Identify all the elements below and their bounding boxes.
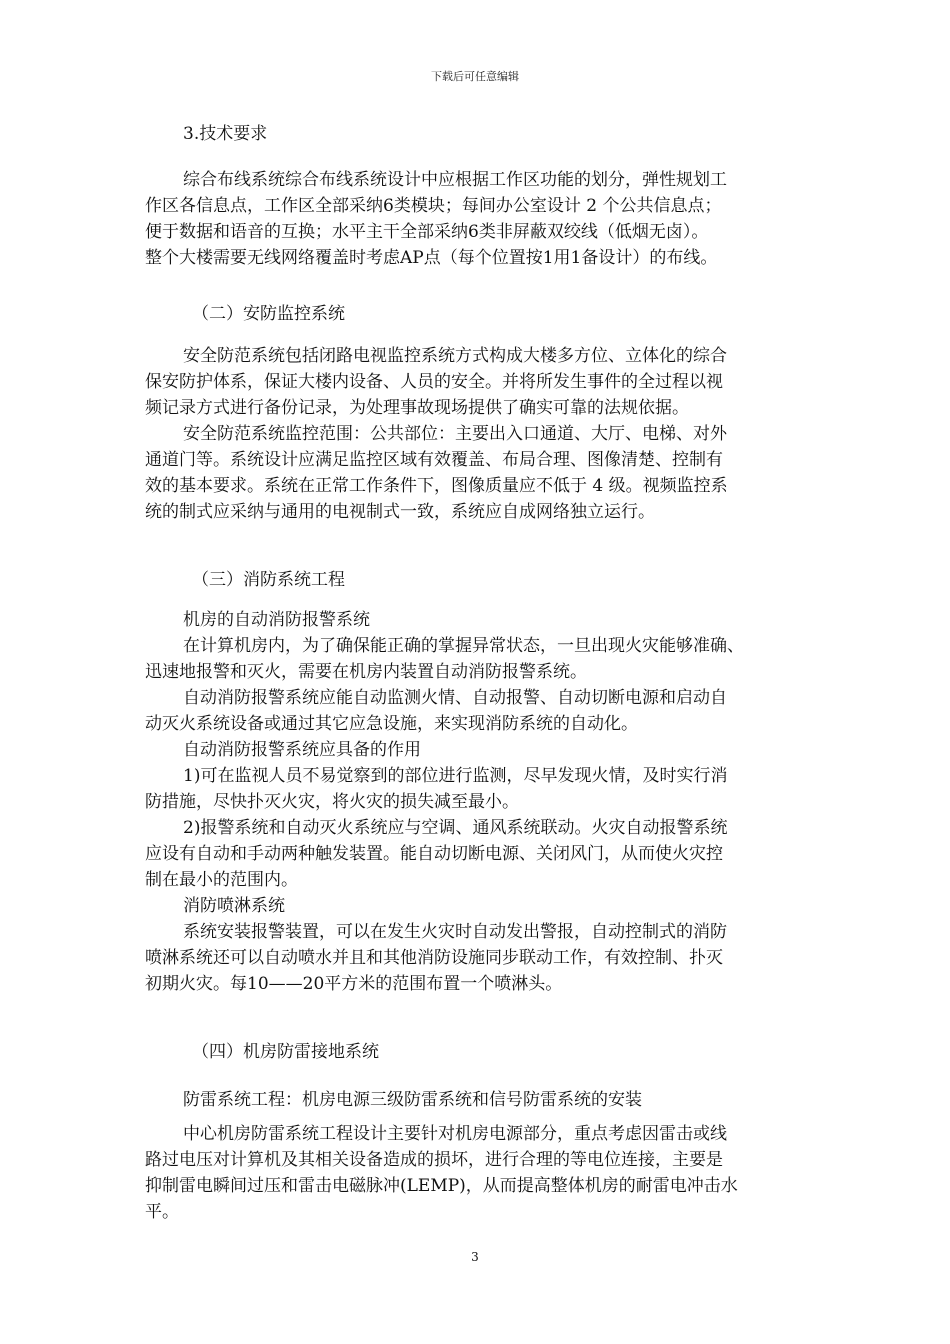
body-line: 通道门等。系统设计应满足监控区域有效覆盖、布局合理、图像清楚、控制有 xyxy=(145,450,723,470)
section-heading: （二）安防监控系统 xyxy=(192,304,345,324)
body-line: 系统安装报警装置，可以在发生火灾时自动发出警报，自动控制式的消防 xyxy=(183,922,727,942)
body-line: 制在最小的范围内。 xyxy=(145,870,298,890)
body-line: 路过电压对计算机及其相关设备造成的损坏，进行合理的等电位连接，主要是 xyxy=(145,1150,723,1170)
body-line: 效的基本要求。系统在正常工作条件下，图像质量应不低于 4 级。视频监控系 xyxy=(145,476,728,496)
body-line: 作区各信息点，工作区全部采纳6类模块；每间办公室设计 2 个公共信息点； xyxy=(145,196,722,216)
body-line: 综合布线系统综合布线系统设计中应根据工作区功能的划分，弹性规划工 xyxy=(183,170,727,190)
body-line: 在计算机房内，为了确保能正确的掌握异常状态，一旦出现火灾能够准确、 xyxy=(183,636,744,656)
body-line: 应设有自动和手动两种触发装置。能自动切断电源、关闭风门，从而使火灾控 xyxy=(145,844,723,864)
body-line: 整个大楼需要无线网络覆盖时考虑AP点（每个位置按1用1备设计）的布线。 xyxy=(145,248,718,268)
body-line: 自动消防报警系统应能自动监测火情、自动报警、自动切断电源和启动自 xyxy=(183,688,727,708)
header-note: 下载后可任意编辑 xyxy=(431,70,519,83)
body-line: 动灭火系统设备或通过其它应急设施，来实现消防系统的自动化。 xyxy=(145,714,638,734)
subsection-heading: 消防喷淋系统 xyxy=(183,896,285,916)
body-line: 统的制式应采纳与通用的电视制式一致，系统应自成网络独立运行。 xyxy=(145,502,655,522)
body-line: 防措施，尽快扑灭火灾，将火灾的损失减至最小。 xyxy=(145,792,519,812)
section-heading: （四）机房防雷接地系统 xyxy=(192,1042,379,1062)
page-number: 3 xyxy=(471,1250,479,1264)
body-line: 迅速地报警和灭火，需要在机房内装置自动消防报警系统。 xyxy=(145,662,587,682)
body-line: 1)可在监视人员不易觉察到的部位进行监测，尽早发现火情，及时实行消 xyxy=(183,766,728,786)
subsection-heading: 机房的自动消防报警系统 xyxy=(183,610,370,630)
body-line: 抑制雷电瞬间过压和雷击电磁脉冲(LEMP)，从而提高整体机房的耐雷电冲击水 xyxy=(145,1176,738,1196)
body-line: 安全防范系统包括闭路电视监控系统方式构成大楼多方位、立体化的综合 xyxy=(183,346,727,366)
body-line: 2)报警系统和自动灭火系统应与空调、通风系统联动。火灾自动报警系统 xyxy=(183,818,728,838)
body-line: 中心机房防雷系统工程设计主要针对机房电源部分，重点考虑因雷击或线 xyxy=(183,1124,727,1144)
body-line: 初期火灾。每10——20平方米的范围布置一个喷淋头。 xyxy=(145,974,563,994)
body-line: 喷淋系统还可以自动喷水并且和其他消防设施同步联动工作，有效控制、扑灭 xyxy=(145,948,723,968)
section-heading: （三）消防系统工程 xyxy=(192,570,345,590)
body-line: 频记录方式进行备份记录，为处理事故现场提供了确实可靠的法规依据。 xyxy=(145,398,689,418)
body-line: 安全防范系统监控范围：公共部位：主要出入口通道、大厅、电梯、对外 xyxy=(183,424,727,444)
body-line: 自动消防报警系统应具备的作用 xyxy=(183,740,421,760)
subsection-heading: 防雷系统工程：机房电源三级防雷系统和信号防雷系统的安装 xyxy=(183,1090,642,1110)
section-heading: 3.技术要求 xyxy=(183,124,268,144)
body-line: 便于数据和语音的互换；水平主干全部采纳6类非屏蔽双绞线（低烟无卤）。 xyxy=(145,222,709,242)
body-line: 平。 xyxy=(145,1202,179,1222)
body-line: 保安防护体系，保证大楼内设备、人员的安全。并将所发生事件的全过程以视 xyxy=(145,372,723,392)
